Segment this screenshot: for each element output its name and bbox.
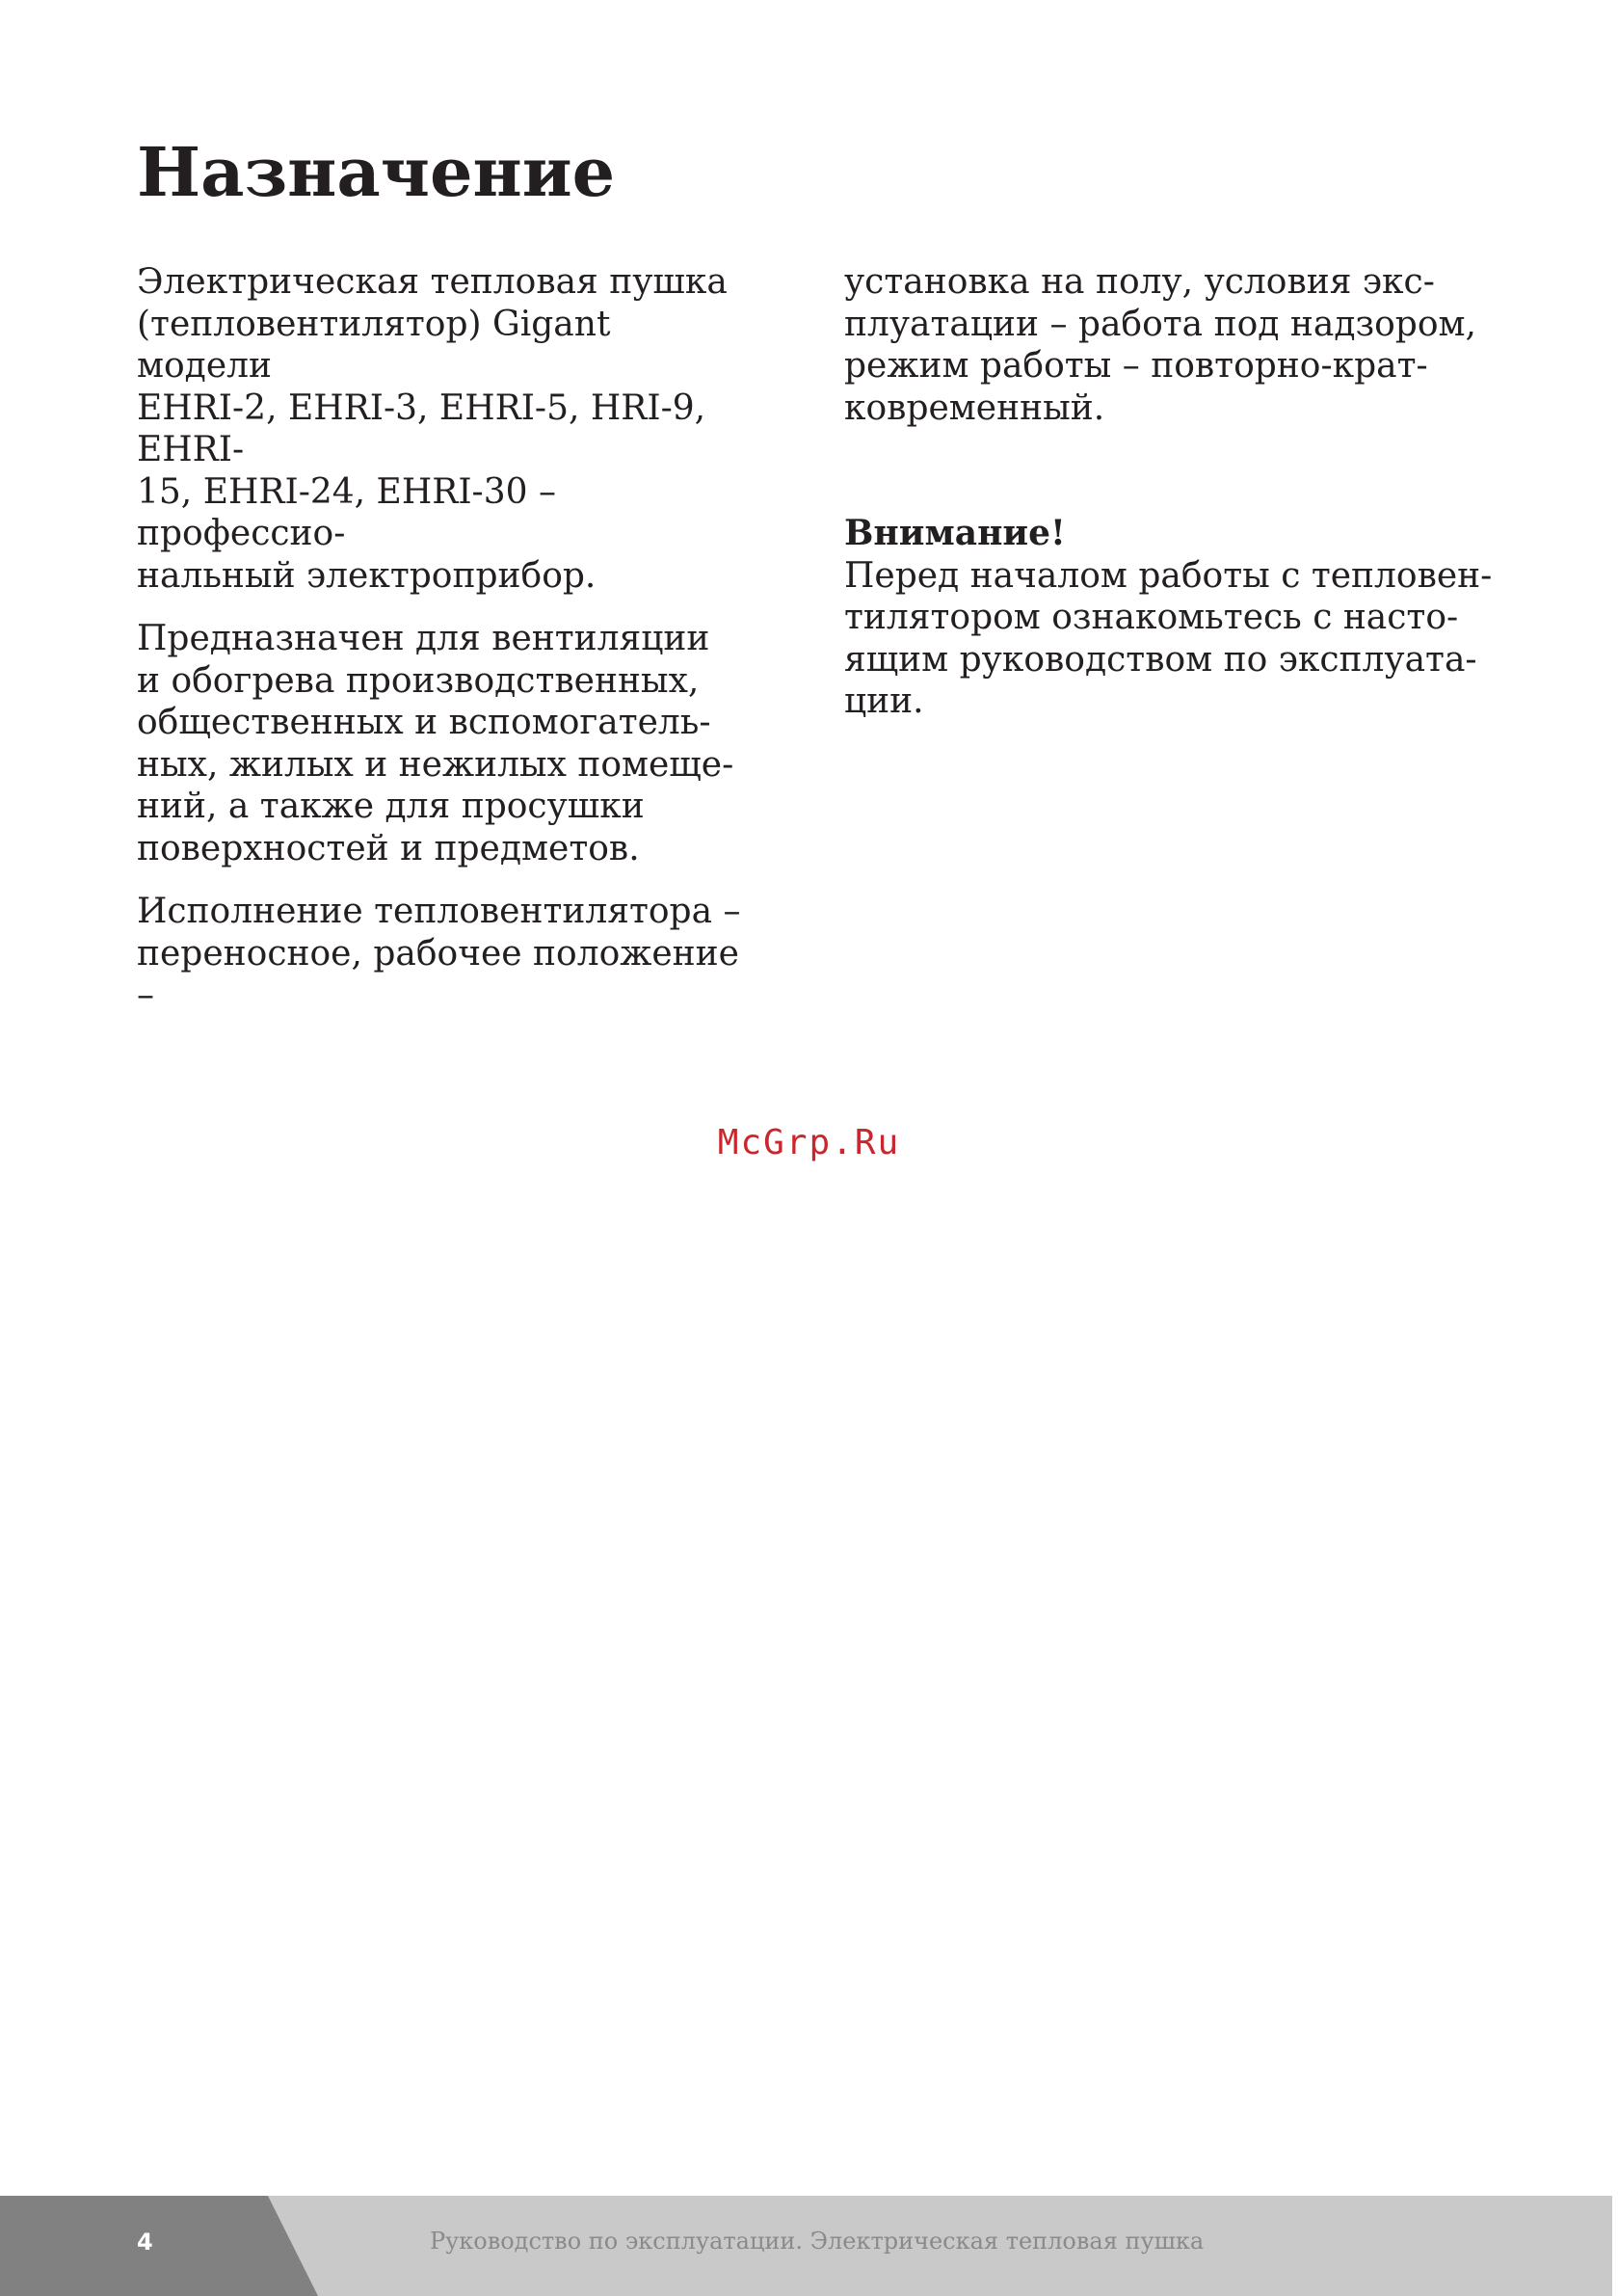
text-line: нальный электроприбор. — [137, 555, 597, 596]
text-line: переносное, рабочее положение – — [137, 933, 739, 1015]
page-title: Назначение — [137, 132, 616, 212]
text-line: ных, жилых и нежилых помеще- — [137, 744, 734, 785]
footer-edge — [1612, 2196, 1618, 2296]
text-line: Электрическая тепловая пушка — [137, 262, 728, 302]
text-line: установка на полу, условия экс- — [844, 262, 1435, 302]
warning-title: Внимание! — [844, 513, 1066, 553]
text-line: плуатации – работа под надзором, — [844, 304, 1476, 344]
text-line: ции. — [844, 681, 924, 721]
text-line: ковременный. — [844, 387, 1105, 428]
design-paragraph — [137, 891, 754, 1017]
text-line: тилятором ознакомьтесь с насто- — [844, 598, 1459, 637]
design-paragraph-continuation — [844, 261, 1499, 429]
left-column — [137, 261, 754, 1017]
footer-document-title: Руководство по эксплуатации. Электрическая тепловая пушка — [430, 2228, 1205, 2255]
text-line: ящим руководством по эксплуата- — [844, 639, 1477, 680]
right-column — [844, 261, 1499, 723]
text-line: Исполнение тепловентилятора – — [137, 892, 741, 931]
footer-page-tab — [0, 2196, 318, 2296]
page-footer — [0, 2196, 1618, 2296]
text-line: и обогрева производственных, — [137, 660, 700, 701]
warning-block — [844, 513, 1499, 723]
usage-paragraph — [137, 618, 754, 869]
text-line: общественных и вспомогатель- — [137, 703, 711, 742]
text-line: Предназначен для вентиляции — [137, 619, 710, 658]
text-line: (тепловентилятор) Gigant модели — [137, 304, 611, 386]
text-line: Перед началом работы с тепловен- — [844, 555, 1493, 596]
text-line: режим работы – повторно-крат- — [844, 346, 1428, 386]
text-line: 15, EHRI-24, EHRI-30 – профессио- — [137, 471, 556, 553]
text-line: поверхностей и предметов. — [137, 828, 640, 868]
watermark-link[interactable]: McGrp.Ru — [717, 1123, 901, 1162]
page-number: 4 — [137, 2229, 153, 2256]
purpose-paragraph — [137, 261, 754, 597]
text-line: EHRI-2, EHRI-3, EHRI-5, HRI-9, EHRI- — [137, 387, 706, 469]
text-line: ний, а также для просушки — [137, 787, 645, 826]
